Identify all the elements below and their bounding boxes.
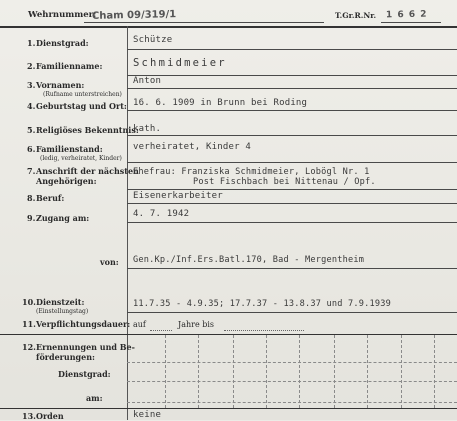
field-1-number: 1. <box>27 38 36 48</box>
field-8-value: Eisenerkarbeiter <box>133 191 223 201</box>
field-2-number: 2. <box>27 61 36 71</box>
tgr-value: 1 6 6 2 <box>385 9 428 21</box>
field-12-dienstgrad-label: Dienstgrad: <box>58 369 111 379</box>
field-von-label: von: <box>100 257 119 267</box>
field-7-number: 7. <box>27 166 36 176</box>
field-10-sublabel: (Einstellungstag) <box>36 308 89 315</box>
field-1-label: Dienstgrad: <box>36 38 89 48</box>
field-7-value: Ehefrau: Franziska Schmidmeier, Lobögl Nr. 1 <box>133 167 370 177</box>
field-1-value: Schütze <box>133 35 173 45</box>
field-2-label: Familienname: <box>36 61 103 71</box>
field-13-label: Orden <box>36 411 64 421</box>
field-4-label: Geburtstag und Ort: <box>36 101 127 111</box>
field-8-label: Beruf: <box>36 193 65 203</box>
field-3-value: Anton <box>133 76 162 86</box>
field-4-value: 16. 6. 1909 in Brunn bei Roding <box>133 98 308 108</box>
field-9-number: 9. <box>27 213 36 223</box>
field-13-value: keine <box>133 410 162 420</box>
field-5-number: 5. <box>27 125 36 135</box>
tgr-label: T.Gr.R.Nr. <box>335 11 377 20</box>
field-von-value: Gen.Kp./Inf.Ers.Batl.170, Bad - Mergentheim <box>133 255 365 265</box>
field-6-number: 6. <box>27 144 36 154</box>
field-12-number: 12. <box>22 342 36 352</box>
field-12-label-2: förderungen: <box>36 352 95 362</box>
field-13-number: 13. <box>22 411 36 421</box>
field-6-value: verheiratet, Kinder 4 <box>133 142 251 152</box>
field-3-label: Vornamen: <box>36 80 85 90</box>
field-3-number: 3. <box>27 80 36 90</box>
field-6-sublabel: (ledig, verheiratet, Kinder) <box>40 155 122 162</box>
field-6-label: Familienstand: <box>36 144 103 154</box>
field-7-value-2: Post Fischbach bei Nittenau / Opf. <box>193 177 376 187</box>
field-8-number: 8. <box>27 193 36 203</box>
field-7-label-2: Angehörigen: <box>36 176 97 186</box>
field-11-label: Verpflichtungsdauer: <box>36 319 131 329</box>
field-9-value: 4. 7. 1942 <box>133 209 190 219</box>
field-11-jahre-bis: Jahre bis <box>178 320 215 329</box>
field-10-value: 11.7.35 - 4.9.35; 17.7.37 - 13.8.37 und 7.9.1939 <box>133 299 391 309</box>
field-11-number: 11. <box>22 319 36 329</box>
field-12-am-label: am: <box>86 393 103 403</box>
field-5-value: kath. <box>133 124 162 134</box>
field-10-number: 10. <box>22 297 36 307</box>
field-3-sublabel: (Rufname unterstreichen) <box>43 91 122 98</box>
wehrnummer-label: Wehrnummer: <box>28 10 97 20</box>
field-2-value: Schmidmeier <box>133 57 227 69</box>
wehrnummer-value: Cham 09/319/1 <box>91 9 177 22</box>
field-5-label: Religiöses Bekenntnis: <box>36 125 139 135</box>
field-9-label: Zugang am: <box>36 213 90 223</box>
field-11-auf: auf <box>133 320 146 329</box>
field-4-number: 4. <box>27 101 36 111</box>
field-7-label: Anschrift der nächsten <box>36 166 139 176</box>
field-10-label: Dienstzeit: <box>36 297 85 307</box>
field-12-label: Ernennungen und Be- <box>36 342 135 352</box>
